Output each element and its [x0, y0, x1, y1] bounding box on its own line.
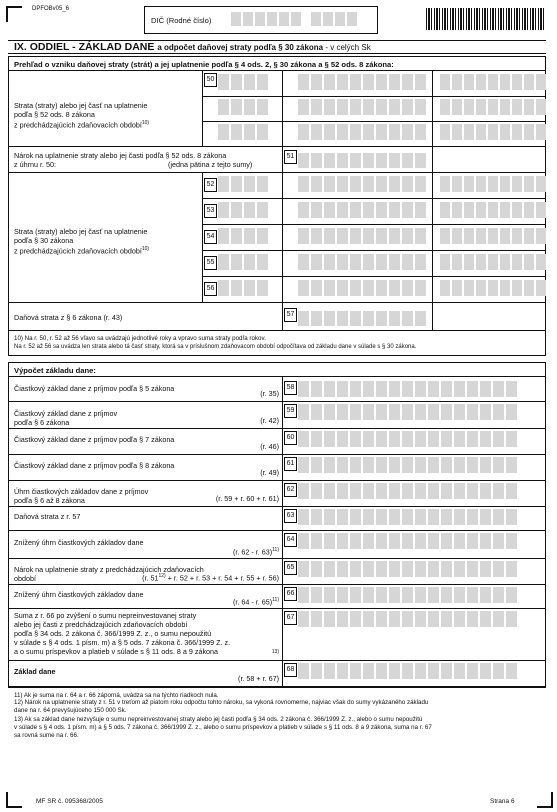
- row-54-number: 54: [204, 230, 217, 244]
- overview-heading: Prehľad o vzniku daňovej straty (strát) a jej uplatnenie podľa § 4 ods. 2, § 30 zákona a § 52 ods. 8 zákona:: [14, 60, 394, 69]
- row-66-number: 66: [284, 587, 297, 601]
- row-57-number: 57: [284, 308, 297, 322]
- row-65-amount-input[interactable]: [298, 561, 517, 577]
- amount-input[interactable]: [440, 254, 546, 270]
- year-input[interactable]: [218, 280, 268, 296]
- dic-label: DIČ (Rodné číslo): [151, 16, 212, 25]
- row-61-label: Čiastkový základ dane z príjmov podľa § 8 zákona: [14, 461, 175, 470]
- amount-input[interactable]: [440, 124, 546, 140]
- corner-mark-tl: [6, 6, 22, 22]
- footer-right: Strana 6: [490, 798, 515, 805]
- amount-input[interactable]: [298, 254, 426, 270]
- divider: [8, 480, 546, 481]
- year-input[interactable]: [218, 74, 268, 90]
- divider: [8, 608, 546, 609]
- row-60-amount-input[interactable]: [298, 431, 517, 447]
- row-58-number: 58: [284, 381, 297, 395]
- col-divider: [282, 71, 283, 330]
- base-footnote-13: 13) Ak sa základ dane nezvyšuje o sumu nepreinvestovanej straty alebo jej časti podľa § 34 ods. 2 zákona č. 366/1999 Z. z., alebo o sumu nepoužitú v súlade s § 4 ods. 1 písm. m) a § 5 ods. 7 zákona č. 366/1999 Z. z., alebo o sumu príspevkov a platieb v súlade s § 11 ods. 8 a 9 zákona, suma na r. 67 sa rovná sume na r. 66.: [14, 716, 432, 739]
- overview-heading-rule: [8, 70, 546, 71]
- col-divider: [202, 172, 203, 302]
- row-51-label: Nárok na uplatnenie straty alebo jej časti podľa § 52 ods. 8 zákona z úhrnu r. 50:: [14, 151, 227, 169]
- row-61-amount-input[interactable]: [298, 457, 517, 473]
- amount-input[interactable]: [440, 74, 546, 90]
- row-50-number: 50: [204, 73, 217, 87]
- row-67-number: 67: [284, 611, 297, 625]
- divider: [8, 558, 546, 559]
- row-51-number: 51: [284, 150, 297, 164]
- row-64-label: Znížený úhrn čiastkových základov dane: [14, 538, 144, 547]
- divider: [202, 276, 546, 277]
- divider: [8, 172, 546, 173]
- base-heading-rule: [8, 376, 546, 377]
- row-68-label: Základ dane: [14, 667, 56, 676]
- row-64-number: 64: [284, 533, 297, 547]
- row-65-ref: (r. $51^{12)} + r$. 52 + r. 53 + r. 54 + r. 55 + r. 56): [142, 573, 279, 583]
- row-59-label: Čiastkový základ dane z príjmov podľa § 6 zákona: [14, 408, 118, 427]
- amount-input[interactable]: [440, 202, 546, 218]
- amount-input[interactable]: [298, 176, 426, 192]
- amount-input[interactable]: [298, 311, 426, 326]
- overview-footnote-10: 10) Na r. 50, r. 52 až 56 vľavo sa uvádzajú jednotlivé roky a vpravo suma straty podľa rokov.: [14, 335, 266, 342]
- row-52-56-label: Strata (straty) alebo jej časť na uplatnenie podľa § 30 zákona z predchádzajúcich zdaňovacích období$^{10)}$: [14, 227, 150, 256]
- amount-input[interactable]: [298, 280, 426, 296]
- amount-input[interactable]: [298, 202, 426, 218]
- form-code: DPFOBv05_6: [32, 6, 70, 12]
- year-input[interactable]: [218, 254, 268, 270]
- row-63-number: 63: [284, 509, 297, 523]
- row-66-amount-input[interactable]: [298, 587, 517, 603]
- row-66-label: Znížený úhrn čiastkových základov dane: [14, 590, 144, 599]
- year-input[interactable]: [218, 228, 268, 244]
- row-53-number: 53: [204, 204, 217, 218]
- divider: [8, 584, 546, 585]
- row-55-number: 55: [204, 256, 217, 270]
- row-68-ref: (r. 58 + r. 67): [238, 674, 279, 683]
- divider: [8, 660, 546, 661]
- row-67-label: Suma z r. 66 po zvýšení o sumu nepreinvestovanej straty alebo jej časti z predchádzajúcich zdaňovacích období podľa § 34 ods. 2 zákona č. 366/1999 Z. z., o sumu nepoužitú v súlade s § 4 ods. 1 písm. m) a § 5 ods. 7 zákona č. 366/1999 Z. z. a o sumu príspevkov a platieb v súlade s § 11 ods. 8 a 9 zákona: [14, 611, 231, 656]
- divider: [202, 121, 546, 122]
- divider: [202, 250, 546, 251]
- corner-mark-bl: [6, 792, 22, 808]
- row-62-number: 62: [284, 483, 297, 497]
- corner-mark-br: [537, 792, 553, 808]
- divider: [8, 302, 546, 303]
- col-divider: [282, 376, 283, 688]
- amount-input[interactable]: [298, 153, 426, 168]
- row-59-amount-input[interactable]: [298, 404, 517, 420]
- row-60-label: Čiastkový základ dane z príjmov podľa § 7 zákona: [14, 435, 175, 444]
- row-61-ref: (r. 49): [260, 468, 279, 477]
- amount-input[interactable]: [298, 228, 426, 244]
- divider: [8, 686, 546, 687]
- amount-input[interactable]: [298, 99, 426, 115]
- row-62-ref: (r. 59 + r. 60 + r. 61): [215, 494, 279, 503]
- footer-left: MF SR č. 095368/2005: [36, 798, 103, 805]
- row-56-number: 56: [204, 282, 217, 296]
- base-footnote-11: 11) Ak je suma na r. 64 a r. 66 záporná, uvádza sa na týchto riadkoch nula.: [14, 692, 219, 699]
- amount-input[interactable]: [298, 74, 426, 90]
- divider: [8, 428, 546, 429]
- divider: [8, 401, 546, 402]
- row-68-amount-input[interactable]: [298, 663, 517, 679]
- amount-input[interactable]: [298, 124, 426, 140]
- row-52-number: 52: [204, 178, 217, 192]
- overview-footnote-10b: Na r. 52 až 56 sa uvádza len strata alebo tá časť straty, ktorá sa v príslušnom zdaňovacom období odpočítava od základu dane v súlade s § 30 zákona.: [14, 344, 417, 350]
- divider: [202, 96, 546, 97]
- row-60-number: 60: [284, 431, 297, 445]
- base-heading: Výpočet základu dane:: [14, 366, 96, 375]
- base-footnote-12: 12) Nárok na uplatnenie straty z r. 51 v treťom až piatom roku odpočtu tohto nároku, sa vykoná rovnomerne, najviac však do sumy vykázaného základu dane na r. 64 prevyšujúceho 150 000 Sk.: [14, 699, 429, 714]
- divider: [202, 198, 546, 199]
- row-50-label: Strata (straty) alebo jej časť na uplatnenie podľa § 52 ods. 8 zákona z predchádzajúcich zdaňovacích období$^{10)}$: [14, 101, 150, 130]
- dic-input[interactable]: [231, 12, 357, 26]
- divider: [8, 506, 546, 507]
- row-63-amount-input[interactable]: [298, 509, 517, 525]
- col-divider: [202, 71, 203, 146]
- amount-input[interactable]: [440, 99, 546, 115]
- row-68-number: 68: [284, 663, 297, 677]
- row-67-amount-input[interactable]: [298, 611, 517, 627]
- divider: [8, 530, 546, 531]
- row-60-ref: (r. 46): [260, 442, 279, 451]
- amount-input[interactable]: [440, 280, 546, 296]
- row-58-amount-input[interactable]: [298, 381, 517, 397]
- row-67-ref: 13): [271, 649, 279, 655]
- section-title-text: [14, 41, 371, 54]
- year-input[interactable]: [218, 176, 268, 192]
- divider: [8, 330, 546, 331]
- year-input[interactable]: [218, 202, 268, 218]
- divider: [202, 224, 546, 225]
- title-main: IX. ODDIEL - ZÁKLAD DANE: [14, 41, 155, 53]
- row-51-note: (jedna pätina z tejto sumy): [168, 160, 253, 169]
- title-tail: - v celých Sk: [323, 43, 371, 52]
- row-64-amount-input[interactable]: [298, 533, 517, 549]
- row-57-label: Daňová strata z § 6 zákona (r. 43): [14, 313, 123, 322]
- amount-input[interactable]: [440, 228, 546, 244]
- row-66-ref: (r. 64 - r. 65)$^{11)}$: [232, 597, 279, 607]
- divider: [8, 454, 546, 455]
- row-62-label: Úhrn čiastkových základov dane z príjmov podľa § 6 až 8 zákona: [14, 487, 149, 505]
- title-suffix: a odpočet daňovej straty podľa § 30 zákona: [157, 43, 324, 52]
- row-62-amount-input[interactable]: [298, 483, 517, 499]
- row-58-label: Čiastkový základ dane z príjmov podľa § 5 zákona: [14, 383, 175, 393]
- row-63-label: Daňová strata z r. 57: [14, 512, 81, 521]
- amount-input[interactable]: [440, 176, 546, 192]
- row-59-ref: (r. 42): [260, 416, 279, 425]
- row-65-label: Nárok na uplatnenie straty z predchádzajúcich zdaňovacích období: [14, 565, 204, 583]
- row-59-number: 59: [284, 404, 297, 418]
- row-58-ref: (r. 35): [260, 389, 279, 398]
- year-input[interactable]: [218, 124, 268, 140]
- row-65-number: 65: [284, 561, 297, 575]
- divider: [8, 146, 546, 147]
- barcode: [426, 8, 544, 30]
- row-64-ref: (r. 62 - r. 63)$^{11)}$: [232, 547, 279, 557]
- row-61-number: 61: [284, 457, 297, 471]
- col-divider: [432, 71, 433, 330]
- year-input[interactable]: [218, 99, 268, 115]
